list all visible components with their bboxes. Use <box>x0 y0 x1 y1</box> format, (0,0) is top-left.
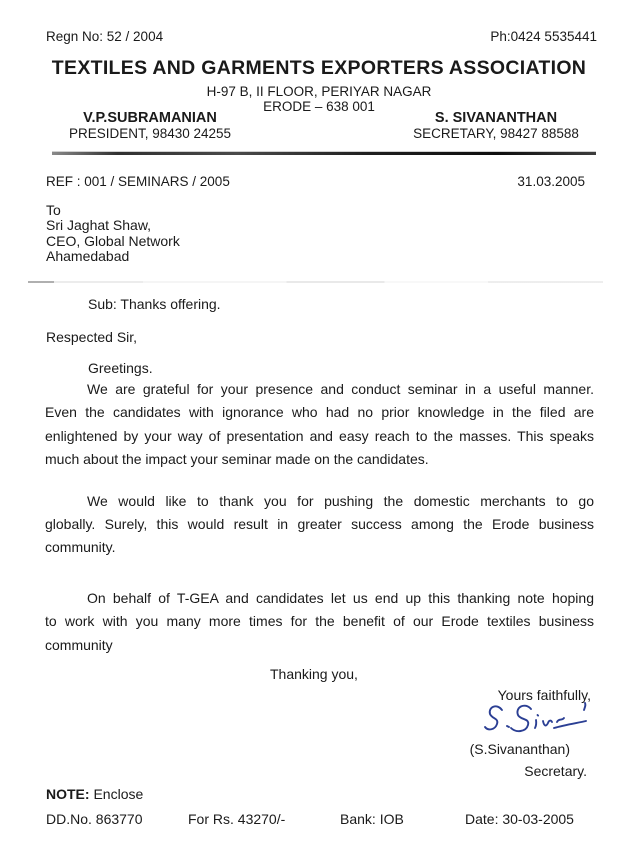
valediction: Yours faithfully, <box>497 687 591 703</box>
paragraph-line: We are grateful for your presence and conduct seminar in a useful manner. <box>87 381 594 397</box>
organization-name: TEXTILES AND GARMENTS EXPORTERS ASSOCIATION <box>51 57 587 79</box>
note-text: Enclose <box>93 786 144 802</box>
paragraph-line: Even the candidates with ignorance who had no prior knowledge in the filed are <box>45 404 594 421</box>
body-paragraph <box>45 490 594 560</box>
president-role: PRESIDENT, 98430 24255 <box>68 126 232 141</box>
body-paragraphs <box>45 378 594 657</box>
salutation: Respected Sir, <box>46 329 138 345</box>
recipient-to: To <box>46 202 61 218</box>
enclosure-item: Bank: IOB <box>340 811 404 827</box>
paragraph-line: We would like to thank you for pushing the domestic merchants to go <box>87 492 594 509</box>
enclosure-item: DD.No. 863770 <box>46 811 143 827</box>
paragraph-line: On behalf of T-GEA and candidates let us end up this thanking note hoping <box>87 589 594 606</box>
secretary-name: S. SIVANANTHAN <box>434 110 558 126</box>
enclosure-details <box>46 811 618 828</box>
recipient-line: Sri Jaghat Shaw, <box>46 217 152 234</box>
body-paragraph <box>45 587 594 657</box>
signed-name: (S.Sivananthan) <box>469 741 570 757</box>
signed-role: Secretary. <box>524 763 587 779</box>
paragraph-line: enlightened by your way of presentation and easy reach to the masses. This speaks <box>45 427 594 444</box>
letter-date: 31.03.2005 <box>517 174 585 189</box>
recipient-line: CEO, Global Network <box>46 232 180 249</box>
recipient-lines <box>46 218 180 264</box>
paragraph-line: to work with you many more times for the benefit of our Erode textiles business <box>45 613 594 630</box>
signature-handwriting <box>482 701 594 738</box>
organization-address-line2: ERODE – 638 001 <box>263 99 375 114</box>
reference-number: REF : 001 / SEMINARS / 2005 <box>46 174 230 189</box>
president-block <box>0 111 300 141</box>
header-divider <box>52 152 596 155</box>
enclosure-item: Date: 30-03-2005 <box>465 811 574 827</box>
opening-line: Greetings. <box>88 360 153 376</box>
paragraph-line: much about the impact your seminar made on the candidates. <box>45 451 429 468</box>
body-paragraph <box>45 378 594 472</box>
note-line <box>46 786 143 802</box>
organization-address-line1: H-97 B, II FLOOR, PERIYAR NAGAR <box>206 84 432 99</box>
registration-number: Regn No: 52 / 2004 <box>46 29 164 44</box>
paragraph-line: community <box>45 636 113 653</box>
scan-artifact-line <box>28 281 603 283</box>
subject-line: Sub: Thanks offering. <box>88 296 221 312</box>
paragraph-line: community. <box>45 539 116 556</box>
thanking-line: Thanking you, <box>270 666 358 682</box>
recipient-line: Ahamedabad <box>46 247 130 264</box>
recipient-block <box>46 203 180 264</box>
phone-number: Ph:0424 5535441 <box>490 29 597 44</box>
note-label: NOTE: <box>46 786 90 802</box>
president-name: V.P.SUBRAMANIAN <box>83 110 217 126</box>
secretary-role: SECRETARY, 98427 88588 <box>413 126 579 141</box>
enclosure-item: For Rs. 43270/- <box>188 811 286 827</box>
paragraph-line: globally. Surely, this would result in greater success among the Erode business <box>45 516 594 533</box>
secretary-block <box>346 111 638 141</box>
